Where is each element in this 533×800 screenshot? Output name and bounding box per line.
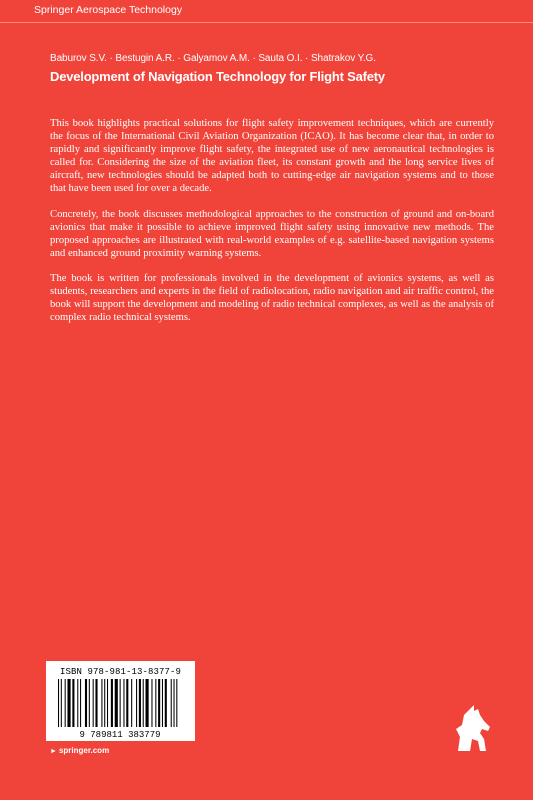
isbn-label: ISBN 978-981-13-8377-9 <box>59 667 182 677</box>
top-divider <box>0 22 533 23</box>
isbn-barcode <box>46 661 195 741</box>
series-name: Springer Aerospace Technology <box>34 4 183 16</box>
arrow-right-icon: ► <box>50 748 57 755</box>
barcode-digits: 9 789811 383779 <box>79 730 161 739</box>
author-list: Baburov S.V. · Bestugin A.R. · Galyamov A.M. · Sauta O.I. · Shatrakov Y.G. <box>50 53 376 64</box>
blurb-paragraph: Concretely, the book discusses methodological approaches to the construction of ground and on-board avionics that make it possible to achieve improved flight safety using innovative new methods. The proposed approaches are illustrated with real-world examples of e.g. satellite-based navigation systems and enhanced ground proximity warning systems. <box>50 208 494 259</box>
barcode-image <box>50 679 191 739</box>
blurb-paragraph: The book is written for professionals involved in the development of avionics systems, as well as students, researchers and experts in the field of radiolocation, radio navigation and air traffic control, the book will support the development and modeling of radio technical complexes, as well as the analysis of complex radio technical systems. <box>50 272 494 324</box>
blurb-paragraph: This book highlights practical solutions for flight safety improvement techniques, which are currently the focus of the International Civil Aviation Organization (ICAO). It has become clear that, in order to rapidly and significantly improve flight safety, the integrated use of new aeronautical technologies is called for. Considering the size of the aviation fleet, its constant growth and the long service lives of aircraft, new technologies should be adapted both to cutting-edge air navigation systems and to those that have been used for over a decade. <box>50 118 494 195</box>
book-title: Development of Navigation Technology for Flight Safety <box>50 69 385 84</box>
springer-horse-logo-icon <box>450 703 496 753</box>
springer-link-text: springer.com <box>58 746 110 755</box>
back-cover-blurb <box>50 117 494 336</box>
springer-link[interactable] <box>50 746 109 755</box>
